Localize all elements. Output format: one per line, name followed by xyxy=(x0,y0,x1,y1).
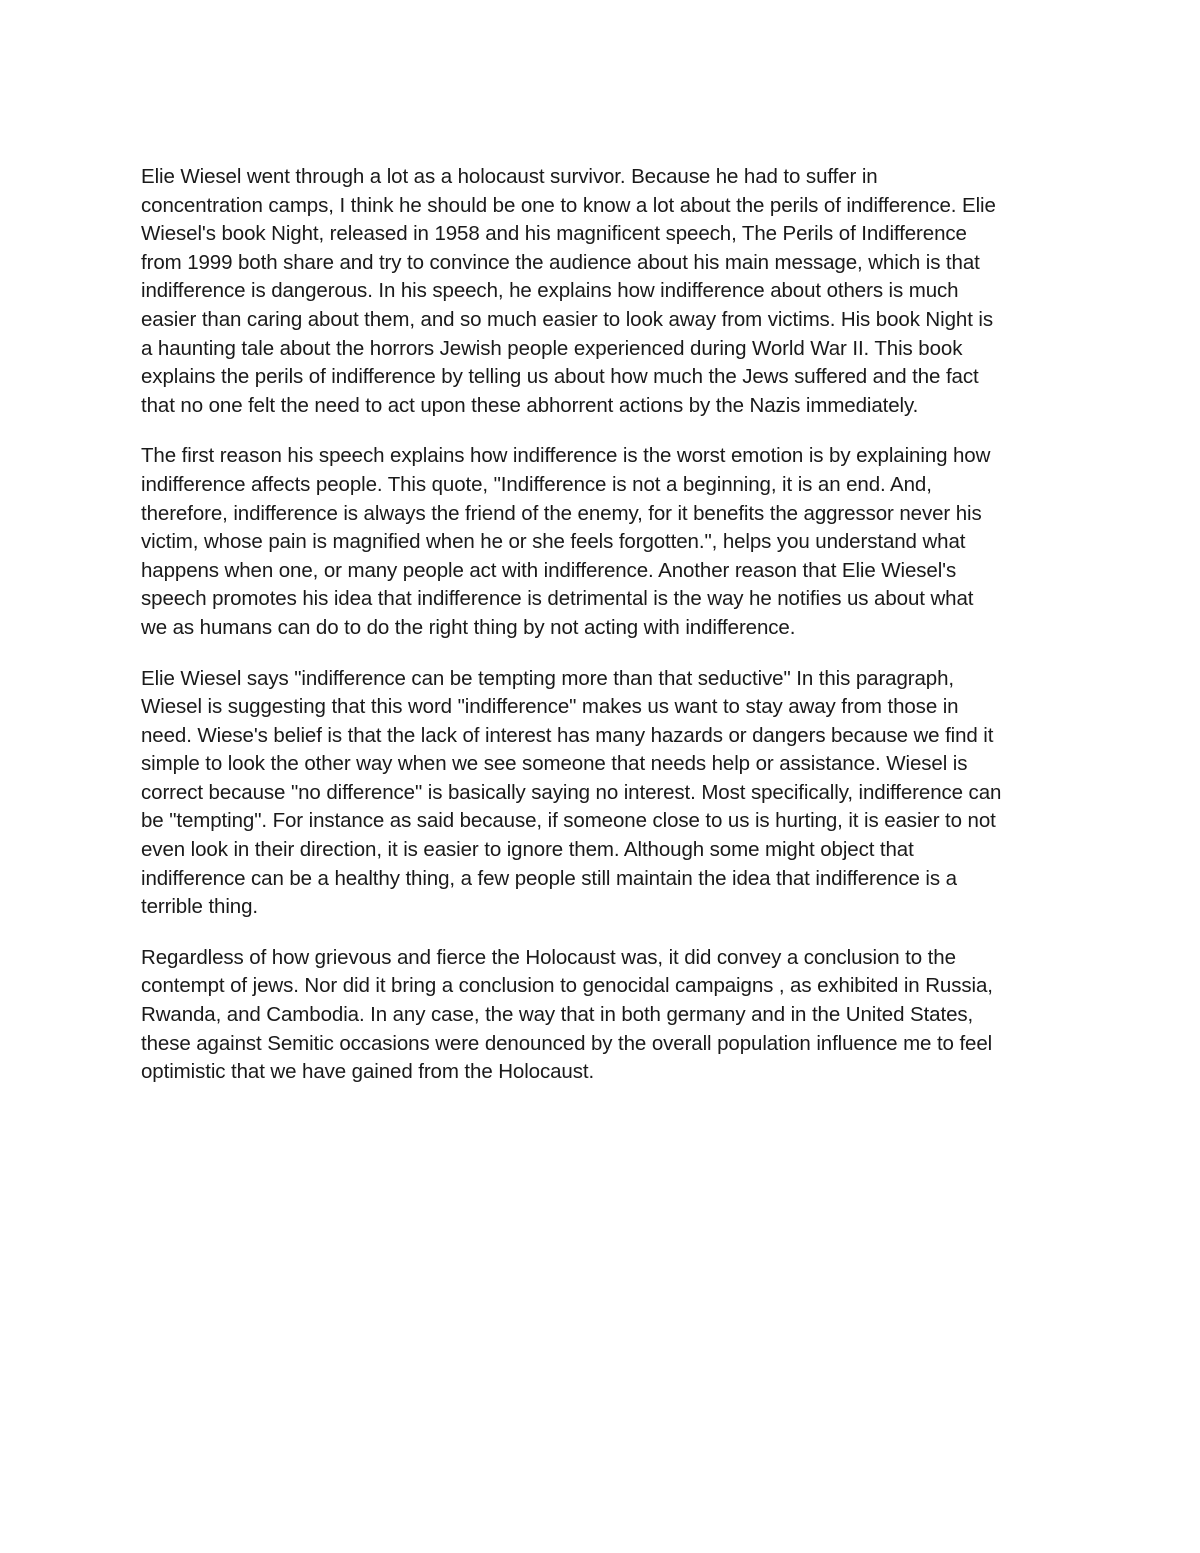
paragraph-2: The first reason his speech explains how indifference is the worst emotion is by explaining how indifference affects people. This quote, "Indifference is not a beginning, it is an end. And, therefore, indifference is always the friend of the enemy, for it benefits the aggressor never his victim, whose pain is magnified when he or she feels forgotten.", helps you understand what happens when one, or many people act with indifference. Another reason that Elie Wiesel's speech promotes his idea that indifference is detrimental is the way he notifies us about what we as humans can do to do the right thing by not acting with indifference. xyxy=(141,444,991,639)
paragraph-3: Elie Wiesel says "indifference can be tempting more than that seductive" In this paragraph, Wiesel is suggesting that this word "indifference" makes us want to stay away from those in need. Wiese's belief is that the lack of interest has many hazards or dangers because we find it simple to look the other way when we see someone that needs help or assistance. Wiesel is correct because "no difference" is basically saying no interest. Most specifically, indifference can be "tempting". For instance as said because, if someone close to us is hurting, it is easier to not even look in their direction, it is easier to ignore them. Although some might object that indifference can be a healthy thing, a few people still maintain the idea that indifference is a terrible thing. xyxy=(141,666,1002,919)
paragraph-4: Regardless of how grievous and fierce the Holocaust was, it did convey a conclusion to the contempt of jews. Nor did it bring a conclusion to genocidal campaigns , as exhibited in Russia, Rwanda, and Cambodia. In any case, the way that in both germany and in the United States, these against Semitic occasions were denounced by the overall population influence me to feel optimistic that we have gained from the Holocaust. xyxy=(141,945,993,1084)
document-body xyxy=(141,163,1066,1109)
paragraph-1: Elie Wiesel went through a lot as a holocaust survivor. Because he had to suffer in concentration camps, I think he should be one to know a lot about the perils of indifference. Elie Wiesel's book Night, released in 1958 and his magnificent speech, The Perils of Indifference from 1999 both share and try to convince the audience about his main message, which is that indifference is dangerous. In his speech, he explains how indifference about others is much easier than caring about them, and so much easier to look away from victims. His book Night is a haunting tale about the horrors Jewish people experienced during World War II. This book explains the perils of indifference by telling us about how much the Jews suffered and the fact that no one felt the need to act upon these abhorrent actions by the Nazis immediately. xyxy=(141,165,996,417)
